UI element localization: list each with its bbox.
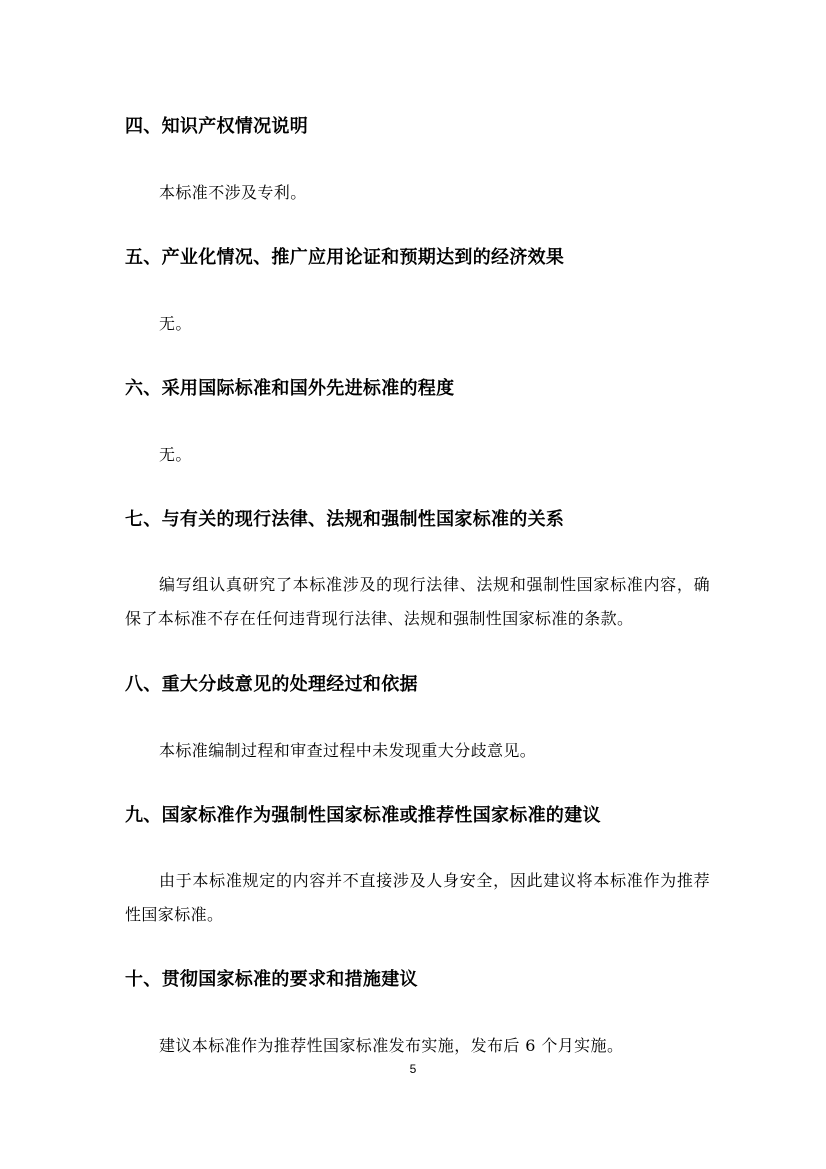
section-9-heading: 九、国家标准作为强制性国家标准或推荐性国家标准的建议 <box>125 805 601 826</box>
section-10-body: 建议本标准作为推荐性国家标准发布实施，发布后 6 个月实施。 <box>159 1036 624 1055</box>
section-8-body: 本标准编制过程和审查过程中未发现重大分歧意见。 <box>159 741 537 760</box>
page-number: 5 <box>409 1062 417 1076</box>
section-4-heading: 四、知识产权情况说明 <box>125 116 308 137</box>
section-6-heading: 六、采用国际标准和国外先进标准的程度 <box>125 378 455 399</box>
section-5-body: 无。 <box>159 314 192 333</box>
section-7-body: 编写组认真研究了本标准涉及的现行法律、法规和强制性国家标准内容，确保了本标准不存在任何违背现行法律、法规和强制性国家标准的条款。 <box>125 575 710 628</box>
section-6-body: 无。 <box>159 445 192 464</box>
section-10-heading: 十、贯彻国家标准的要求和措施建议 <box>125 969 418 990</box>
section-9-body: 由于本标准规定的内容并不直接涉及人身安全，因此建议将本标准作为推荐性国家标准。 <box>125 871 710 924</box>
section-4-body: 本标准不涉及专利。 <box>159 183 307 202</box>
section-7-heading: 七、与有关的现行法律、法规和强制性国家标准的关系 <box>125 509 565 530</box>
section-5-heading: 五、产业化情况、推广应用论证和预期达到的经济效果 <box>125 247 565 268</box>
section-8-heading: 八、重大分歧意见的处理经过和依据 <box>125 674 418 695</box>
